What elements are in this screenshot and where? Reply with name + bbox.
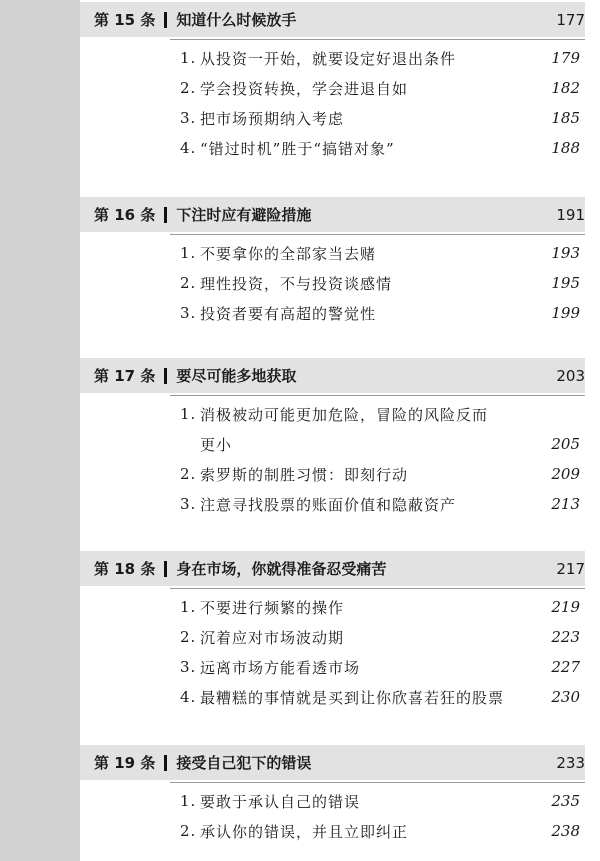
toc-entry[interactable] [180,103,580,133]
toc-entry[interactable] [180,622,580,652]
toc-entry[interactable] [180,682,580,712]
entry-page-number: 199 [551,304,580,322]
chapter-label: 第 18 条 [94,560,156,578]
entry-page-number: 213 [551,495,580,513]
toc-entry[interactable] [180,399,580,429]
toc-entry[interactable] [200,429,580,459]
entry-page-number: 227 [551,658,580,676]
section-rule [170,39,585,40]
entry-page-number: 235 [551,792,580,810]
entry-title: 投资者要有高超的警觉性 [200,304,377,323]
chapter-page-number: 177 [556,10,585,29]
toc-entry[interactable] [180,786,580,816]
entry-number: 1. [180,598,197,616]
chapter-label: 第 16 条 [94,206,156,224]
entry-title: 沉着应对市场波动期 [200,628,345,647]
toc-entry[interactable] [180,43,580,73]
section-rule [170,782,585,783]
chapter-page-number: 217 [556,559,585,578]
entry-page-number: 182 [551,79,580,97]
entry-page-number: 195 [551,274,580,292]
chapter-separator [164,12,167,28]
entry-number: 1. [180,405,197,423]
toc-entry[interactable] [180,133,580,163]
entry-number: 1. [180,49,197,67]
chapter-label: 第 15 条 [94,11,156,29]
entry-page-number: 205 [551,435,580,453]
chapter-separator [164,207,167,223]
toc-entry[interactable] [180,73,580,103]
entry-page-number: 188 [551,139,580,157]
entry-number: 1. [180,244,197,262]
entry-page-number: 238 [551,822,580,840]
entry-title: 把市场预期纳入考虑 [200,109,345,128]
chapter-title: 要尽可能多地获取 [176,367,297,385]
toc-entry[interactable] [180,238,580,268]
toc-entry[interactable] [180,816,580,846]
entry-title: 索罗斯的制胜习惯：即刻行动 [200,465,409,484]
entry-page-number: 193 [551,244,580,262]
entry-title: 远离市场方能看透市场 [200,658,361,677]
chapter-label: 第 17 条 [94,367,156,385]
entry-number: 3. [180,109,197,127]
toc-entry[interactable] [180,268,580,298]
entry-number: 2. [180,628,197,646]
section-rule [170,588,585,589]
entry-title: 理性投资，不与投资谈感情 [200,274,393,293]
entry-page-number: 223 [551,628,580,646]
entry-page-number: 179 [551,49,580,67]
entry-number: 2. [180,79,197,97]
entry-title: 从投资一开始，就要设定好退出条件 [200,49,457,68]
entry-title: 不要拿你的全部家当去赌 [200,244,377,263]
page-gutter [0,0,80,861]
entry-title: 消极被动可能更加危险，冒险的风险反而 [200,405,489,424]
entry-number: 2. [180,465,197,483]
entry-title: 学会投资转换，学会进退自如 [200,79,409,98]
entry-title: “错过时机”胜于“搞错对象” [200,139,395,158]
toc-entry[interactable] [180,459,580,489]
entry-number: 4. [180,688,197,706]
entry-number: 3. [180,304,197,322]
entry-page-number: 209 [551,465,580,483]
chapter-title: 下注时应有避险措施 [176,206,312,224]
chapter-label: 第 19 条 [94,754,156,772]
chapter-header[interactable] [80,358,585,393]
entry-title: 最糟糕的事情就是买到让你欣喜若狂的股票 [200,688,505,707]
chapter-header[interactable] [80,745,585,780]
toc-entry[interactable] [180,652,580,682]
section-rule [170,234,585,235]
chapter-page-number: 191 [556,205,585,224]
entry-title: 不要进行频繁的操作 [200,598,345,617]
chapter-title: 接受自己犯下的错误 [176,754,312,772]
chapter-title: 知道什么时候放手 [176,11,297,29]
entry-number: 2. [180,274,197,292]
chapter-page-number: 233 [556,753,585,772]
entry-number: 1. [180,792,197,810]
chapter-title: 身在市场，你就得准备忍受痛苦 [176,560,387,578]
chapter-separator [164,368,167,384]
entry-page-number: 230 [551,688,580,706]
entry-number: 3. [180,658,197,676]
chapter-separator [164,561,167,577]
chapter-separator [164,755,167,771]
toc-entry[interactable] [180,298,580,328]
toc-entry[interactable] [180,489,580,519]
section-rule [170,395,585,396]
entry-page-number: 185 [551,109,580,127]
entry-page-number: 219 [551,598,580,616]
chapter-header[interactable] [80,2,585,37]
entry-number: 3. [180,495,197,513]
chapter-page-number: 203 [556,366,585,385]
entry-number: 2. [180,822,197,840]
entry-number: 4. [180,139,197,157]
entry-title: 注意寻找股票的账面价值和隐蔽资产 [200,495,457,514]
entry-title: 要敢于承认自己的错误 [200,792,361,811]
table-of-contents [80,0,600,861]
entry-title: 承认你的错误，并且立即纠正 [200,822,409,841]
entry-title: 更小 [200,435,233,454]
toc-entry[interactable] [180,592,580,622]
chapter-header[interactable] [80,551,585,586]
chapter-header[interactable] [80,197,585,232]
